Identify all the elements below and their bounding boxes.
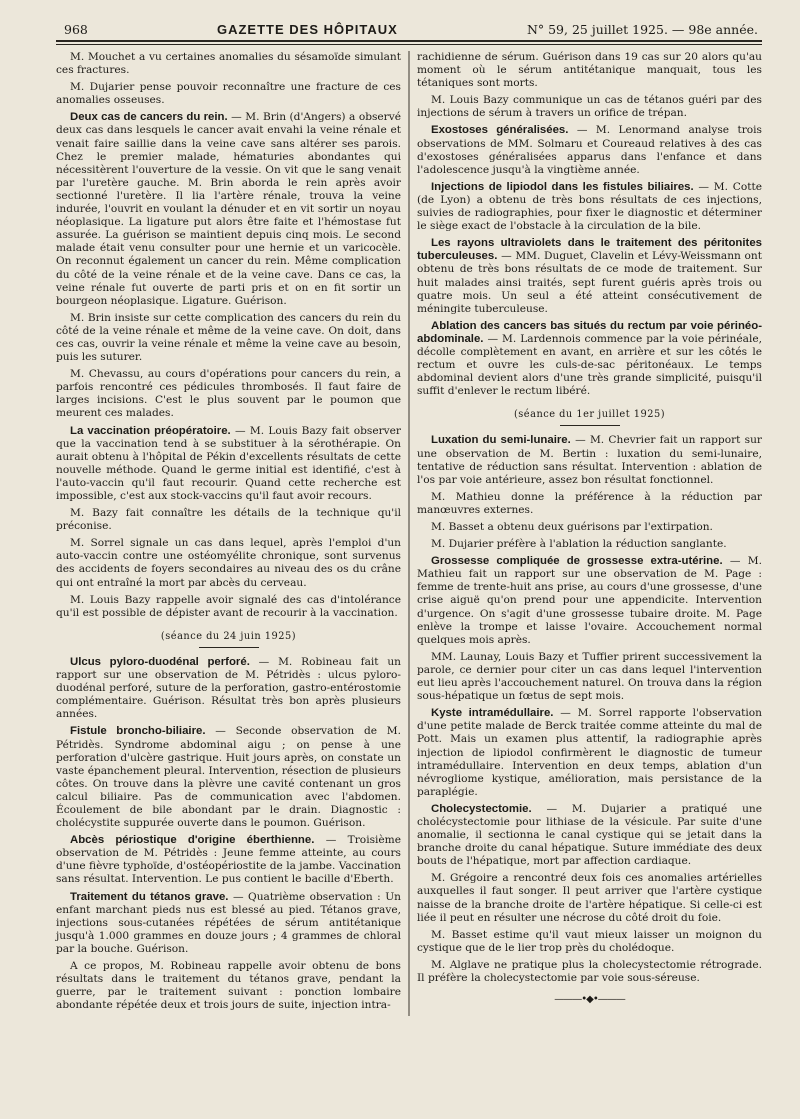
paragraph: Abcès périostique d'origine éberthienne. — Troisième observation de M. Pétridès : Jeune femme atteinte, au cours d'une fièvre typhoïde, d'ostéopériostite de la jambe. Vaccination sans résultat. Intervention. Le pus contient le bacille d'Eberth. [56, 834, 401, 886]
paragraph: M. Louis Bazy communique un cas de tétanos guéri par des injections de sérum à travers un orifice de trépan. [417, 94, 762, 120]
paragraph: Deux cas de cancers du rein. — M. Brin (d'Angers) a observé deux cas dans lesquels le cancer avait envahi la veine rénale et venait faire saillie dans la veine cave sans altérer ses parois. Chez le premier malade, hématuries abondantes qui nécessitèrent l'ouverture de la vessie. On vit que le sang venait par l'uretère gauche. M. Brin aborda le rein après avoir sectionné l'uretère. Il lia l'artère rénale, trouva la veine indurée, l'ouvrit en voulant la dénuder et en vit sortir un noyau néoplasique. La ligature put alors être faite et l'hémostase fut assurée. La guérison se maintient depuis cinq mois. Le second malade était venu consulter pour une hernie et un varicocèle. On reconnut également un cancer du rein. Même complication du côté de la veine rénale et de la veine cave. Dans ce cas, la veine rénale fut ouverte de parti pris et on en fit sortir un bourgeon néoplasique. Ligature. Guérison. [56, 111, 402, 307]
section-heading: Cholecystectomie. [431, 802, 532, 815]
left-column [56, 51, 401, 1016]
section-heading: Ablation des cancers bas situés du rectum par voie périnéo-abdominale. [417, 319, 762, 345]
ornament-divider: ———•◆•——— [554, 994, 625, 1006]
paragraph: M. Mathieu donne la préférence à la réduction par manœuvres externes. [417, 490, 762, 516]
section-heading: Exostoses généralisées. [431, 124, 569, 137]
section-heading: La vaccination préopératoire. [70, 424, 231, 437]
paragraph: Luxation du semi-lunaire. — M. Chevrier fait un rapport sur une observation de M. Bertin : luxation du semi-lunaire, tentative de réduction sans résultat. Intervention : ablation de l'os par voie antérieure, assez bon résultat fonctionnel. [417, 434, 762, 486]
section-heading: Fistule broncho-biliaire. [70, 725, 206, 738]
page-header [56, 22, 762, 40]
paragraph: MM. Launay, Louis Bazy et Tuffier prirent successivement la parole, ce dernier pour citer un cas dans lequel l'intervention eut lieu après l'accouchement naturel. On trouva dans la région sous-hépatique un fœtus de sept mois. [417, 650, 762, 703]
issue-info: N° 59, 25 juillet 1925. — 98e année. [526, 22, 758, 37]
divider [199, 647, 259, 648]
paragraph: M. Alglave ne pratique plus la cholecystectomie rétrograde. Il préfère la cholecystectomie par voie sous-séreuse. [417, 958, 762, 984]
two-column-body [56, 51, 762, 1016]
paragraph: Fistule broncho-biliaire. — Seconde observation de M. Pétridès. Syndrome abdominal aigu ; on pense à une perforation d'ulcère gastrique. Huit jours après, on constate un vaste épanchement pleural. Intervention, résection de plusieurs côtes. On trouve dans la plèvre une cavité contenant un gros calcul biliaire. Pas de communication avec l'abdomen. Écoulement de bile abondant par le drain. Diagnostic : cholécystite suppurée ouverte dans le poumon. Guérison. [56, 725, 402, 830]
paragraph: M. Chevassu, au cours d'opérations pour cancers du rein, a parfois rencontré ces pédicules thrombosés. Il faut faire de larges incisions. C'est le plus souvent par le poumon que meurent ces malades. [56, 368, 401, 420]
paragraph: M. Basset estime qu'il vaut mieux laisser un moignon du cystique que de le lier trop près du cholédoque. [417, 928, 762, 954]
session-date: (séance du 1er juillet 1925) [513, 409, 666, 421]
paragraph: Ablation des cancers bas situés du rectum par voie périnéo-abdominale. — M. Lardennois commence par la voie périnéale, décolle complètement en avant, en arrière et sur les côtés le rectum et ouvre les culs-de-sac péritonéaux. Le temps abdominal devient alors d'une très grande simplicité, puisqu'il suffit d'enlever le rectum libéré. [417, 319, 762, 398]
paragraph: Injections de lipiodol dans les fistules biliaires. — M. Cotte (de Lyon) a obtenu de très bons résultats de ces injections, suivies de radiographies, pour fixer le diagnostic et déterminer le siège exact de l'obstacle à la circulation de la bile. [417, 180, 762, 233]
paragraph: M. Grégoire a rencontré deux fois ces anomalies artérielles auxquelles il faut songer. Il peut arriver que l'artère cystique naisse de la branche droite de l'artère hépatique. Si celle-ci est liée il peut en résulter une nécrose du côté droit du foie. [417, 872, 762, 924]
paragraph: M. Mouchet a vu certaines anomalies du sésamoïde simulant ces fractures. [56, 51, 401, 77]
session-date: (séance du 24 juin 1925) [160, 630, 297, 642]
header-rule [56, 40, 762, 42]
header-rule-thin [56, 44, 762, 45]
paragraph: Cholecystectomie. — M. Dujarier a pratiqué une cholécystectomie pour lithiase de la vésicule. Par suite d'une anomalie, il sectionna le canal cystique qui se jetait dans la branche droite du canal hépatique. Suture immédiate des deux bouts de l'hépatique, mort par affection cardiaque. [417, 802, 762, 868]
section-heading: Les rayons ultraviolets dans le traitement des péritonites tuberculeuses. [417, 237, 762, 263]
section-heading: Luxation du semi-lunaire. [431, 434, 571, 447]
paragraph: Exostoses généralisées. — M. Lenormand analyse trois observations de MM. Solmaru et Coureaud relatives à des cas d'exostoses généralisées apparus dans l'enfance et dans l'adolescence jusqu'à la vingtième année. [417, 124, 762, 176]
paragraph: La vaccination préopératoire. — M. Louis Bazy fait observer que la vaccination tend à se substituer à la sérothérapie. On aurait obtenu à l'hôpital de Pékin d'excellents résultats de cette nouvelle méthode. Quand le germe initial est identifié, c'est à l'auto-vaccin qu'il faut recourir. Quand cette recherche est impossible, c'est aux stock-vaccins qu'il faut avoir recours. [56, 424, 401, 502]
section-heading: Ulcus pyloro-duodénal perforé. [70, 655, 250, 668]
paragraph: A ce propos, M. Robineau rappelle avoir obtenu de bons résultats dans le traitement du tétanos grave, pendant la guerre, par le traitement suivant : ponction lombaire abondante répétée deux et trois jours de suite, injection intra- [56, 960, 401, 1012]
section-heading: Abcès périostique d'origine éberthienne. [70, 834, 315, 847]
section-heading: Kyste intramédullaire. [431, 707, 554, 720]
right-column [417, 51, 762, 1016]
paragraph: Ulcus pyloro-duodénal perforé. — M. Robineau fait un rapport sur une observation de M. Pétridès : ulcus pyloro-duodénal perforé, suture de la perforation, gastro-entérostomie complémentaire. Guérison. Résultat très bon après plusieurs années. [56, 655, 401, 721]
paragraph: rachidienne de sérum. Guérison dans 19 cas sur 20 alors qu'au moment où le sérum antitétanique manquait, tous les tétaniques sont morts. [417, 51, 762, 90]
paragraph: M. Dujarier pense pouvoir reconnaître une fracture de ces anomalies osseuses. [56, 81, 401, 107]
section-heading: Injections de lipiodol dans les fistules biliaires. [431, 180, 694, 193]
section-heading: Traitement du tétanos grave. [70, 890, 229, 903]
paragraph: M. Sorrel signale un cas dans lequel, après l'emploi d'un auto-vaccin contre une ostéomyélite chronique, sont survenus des accidents de foyers secondaires au niveau des os du crâne qui ont entraîné la mort par abcès du cerveau. [56, 537, 401, 589]
paragraph: M. Dujarier préfère à l'ablation la réduction sanglante. [431, 538, 727, 551]
paragraph: M. Brin insiste sur cette complication des cancers du rein du côté de la veine rénale et même de la veine cave. On doit, dans ces cas, ouvrir la veine rénale et même la veine cave au besoin, puis les suturer. [56, 311, 401, 364]
paragraph: M. Bazy fait connaître les détails de la technique qu'il préconise. [56, 507, 401, 533]
section-heading: Deux cas de cancers du rein. [70, 111, 228, 124]
paragraph: Les rayons ultraviolets dans le traitement des péritonites tuberculeuses. — MM. Duguet, Clavelin et Lévy-Weissmann ont obtenu de très bons résultats de ce mode de traitement. Sur huit malades ainsi traités, sept furent guéris après trois ou quatre mois. Un seul a été atteint consécutivement de méningite tuberculeuse. [417, 237, 762, 315]
divider [560, 425, 620, 426]
paragraph: Kyste intramédullaire. — M. Sorrel rapporte l'observation d'une petite malade de Berck traitée comme atteinte du mal de Pott. Mais un examen plus attentif, la radiographie après injection de lipiodol confirmèrent le diagnostic de tumeur intramédullaire. Intervention en deux temps, ablation d'un névrogliome kystique, amélioration, mais persistance de la paraplégie. [417, 707, 762, 798]
paragraph: M. Basset a obtenu deux guérisons par l'extirpation. [431, 521, 713, 533]
paragraph: Grossesse compliquée de grossesse extra-utérine. — M. Mathieu fait un rapport sur une observation de M. Page : femme de trente-huit ans prise, au cours d'une grossesse, d'une crise aiguë qu'on prend pour une appendicite. Intervention d'urgence. On s'agit d'une grossesse tubaire droite. M. Page enlève la trompe et laisse l'ovaire. Accouchement normal quelques mois après. [417, 555, 763, 646]
paragraph: M. Louis Bazy rappelle avoir signalé des cas d'intolérance qu'il est possible de dépister avant de recourir à la vaccination. [56, 593, 401, 619]
section-heading: Grossesse compliquée de grossesse extra-utérine. [431, 555, 723, 568]
paragraph: Traitement du tétanos grave. — Quatrième observation : Un enfant marchant pieds nus est blessé au pied. Tétanos grave, injections sous-cutanées répétées de sérum antitétanique jusqu'à 1.000 grammes en douze jours ; 4 grammes de chloral par la bouche. Guérison. [56, 890, 401, 955]
journal-title: GAZETTE DES HÔPITAUX [216, 22, 398, 37]
page-number: 968 [64, 22, 88, 37]
